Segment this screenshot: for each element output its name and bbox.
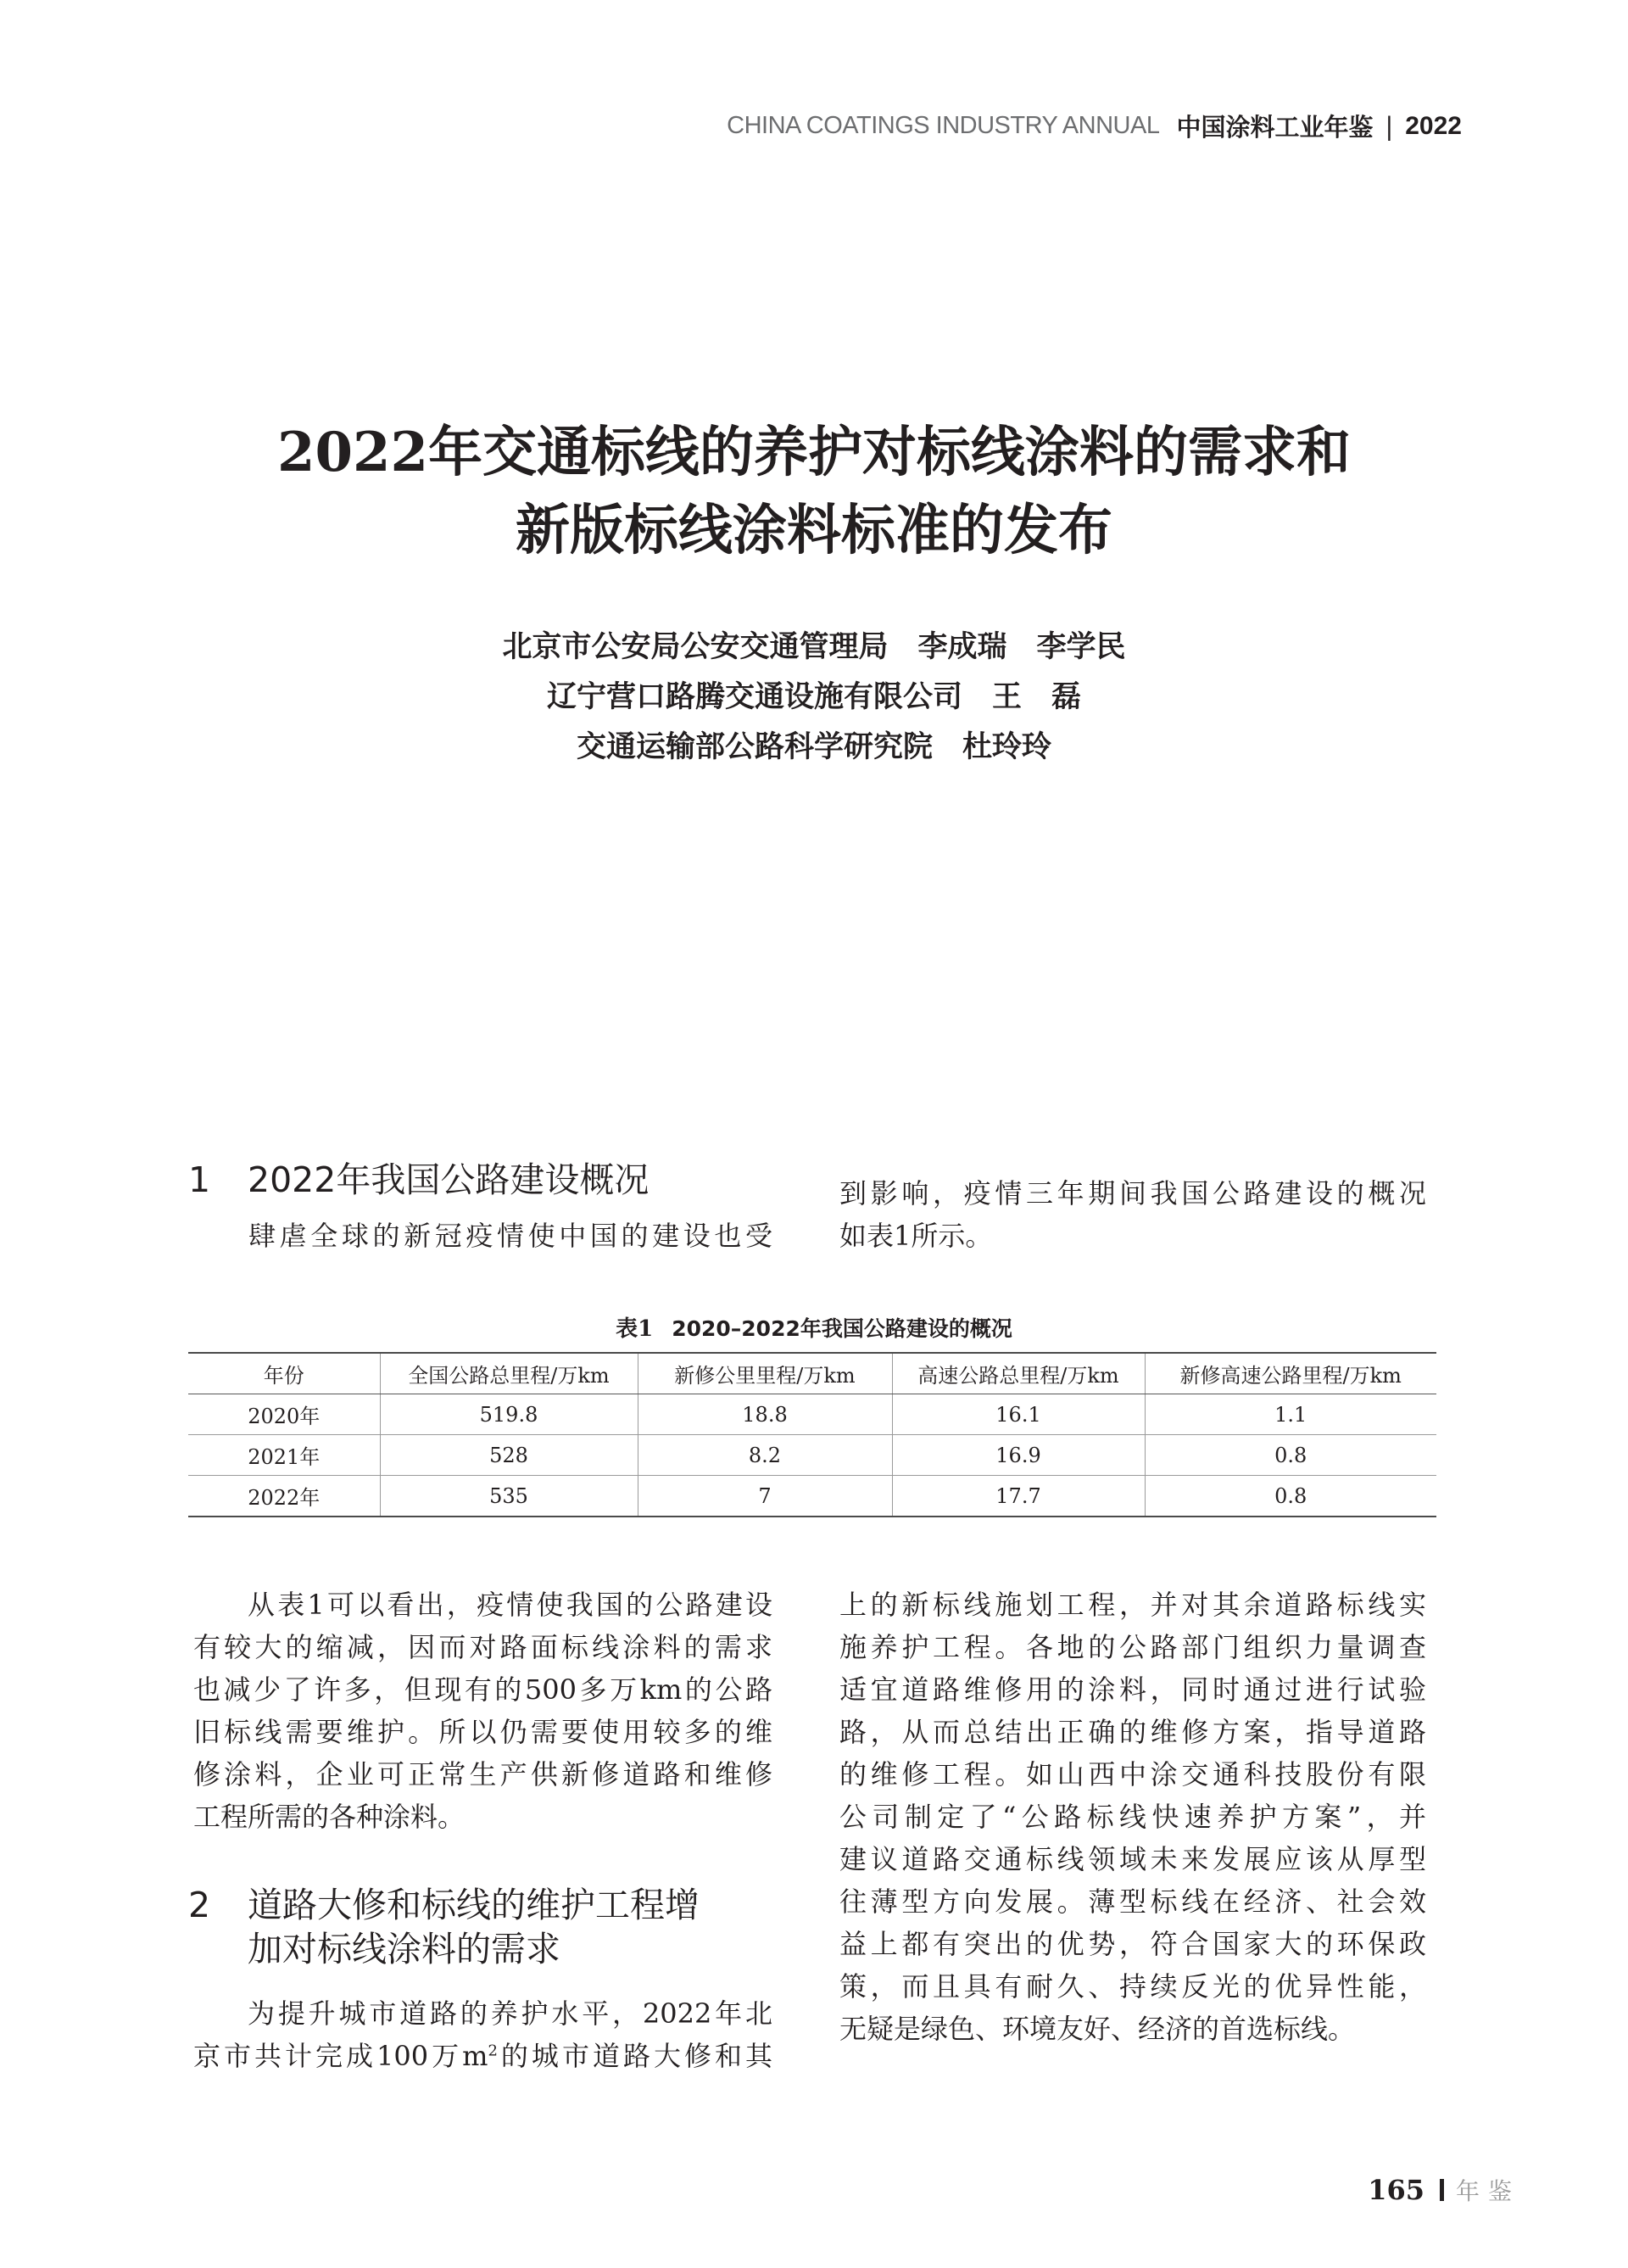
author-block: [0, 623, 1628, 773]
journal-name-english: CHINA COATINGS INDUSTRY ANNUAL: [727, 112, 1160, 139]
table-cell: 8.2: [638, 1435, 892, 1476]
text-line: 适宜道路维修用的涂料，同时通过进行试验: [839, 1673, 1426, 1706]
table-cell: 17.7: [892, 1476, 1145, 1517]
article-title: [0, 414, 1628, 570]
text-line: 上的新标线施划工程，并对其余道路标线实: [839, 1589, 1426, 1621]
text-line: 益上都有突出的优势，符合国家大的环保政: [839, 1928, 1426, 1960]
section-2-left-text: [193, 1992, 772, 2077]
text-line: 往薄型方向发展。薄型标线在经济、社会效: [839, 1885, 1426, 1918]
table-cell: 2021年: [188, 1435, 380, 1476]
text-run: 京市共计完成100万m: [193, 2040, 488, 2072]
table-row: [188, 1394, 1436, 1435]
text-line: 的维修工程。如山西中涂交通科技股份有限: [839, 1758, 1426, 1790]
folio-label: 年鉴: [1455, 2177, 1520, 2205]
section-title: 2022年我国公路建设概况: [248, 1159, 650, 1200]
column-header: 新修高速公路里程/万km: [1145, 1353, 1436, 1394]
text-line: 旧标线需要维护。所以仍需要使用较多的维: [193, 1716, 772, 1748]
highway-construction-table: [188, 1352, 1436, 1517]
text-run: 的城市道路大修和其: [497, 2040, 772, 2072]
section-1-heading: [188, 1158, 649, 1202]
table-label: 表1: [616, 1316, 654, 1342]
table-header-row: [188, 1353, 1436, 1394]
table-cell: 528: [380, 1435, 638, 1476]
page-number: 165: [1368, 2174, 1424, 2206]
running-header: [727, 109, 1462, 143]
table-cell: 7: [638, 1476, 892, 1517]
text-line: 肆虐全球的新冠疫情使中国的建设也受: [248, 1220, 772, 1252]
article-title-line-1: 2022年交通标线的养护对标线涂料的需求和: [276, 421, 1352, 484]
text-line: 工程所需的各种涂料。: [193, 1801, 466, 1833]
table-cell: 0.8: [1145, 1476, 1436, 1517]
text-line: 策，而且具有耐久、持续反光的优异性能，: [839, 1970, 1426, 2003]
text-line: 修涂料，企业可正常生产供新修道路和维修: [193, 1758, 772, 1790]
table-cell: 1.1: [1145, 1394, 1436, 1435]
folio-divider: [1440, 2179, 1444, 2201]
table-row: [188, 1435, 1436, 1476]
section-title-continued: 加对标线涂料的需求: [248, 1929, 560, 1969]
table-cell: 0.8: [1145, 1435, 1436, 1476]
author-line: 北京市公安局公安交通管理局 李成瑞 李学民: [502, 630, 1126, 664]
section-title: 道路大修和标线的维护工程增: [248, 1885, 700, 1925]
table-cell: 18.8: [638, 1394, 892, 1435]
table-cell: 519.8: [380, 1394, 638, 1435]
column-header: 高速公路总里程/万km: [892, 1353, 1145, 1394]
article-title-line-2: 新版标线涂料标准的发布: [516, 499, 1112, 562]
column-header: 全国公路总里程/万km: [380, 1353, 638, 1394]
text-line: 路，从而总结出正确的维修方案，指导道路: [839, 1716, 1426, 1748]
author-line: 辽宁营口路腾交通设施有限公司 王 磊: [546, 680, 1081, 714]
column-header: 新修公里里程/万km: [638, 1353, 892, 1394]
table-cell: 2020年: [188, 1394, 380, 1435]
section-1-left-text: [248, 1215, 772, 1257]
paragraph-maintenance: [839, 1584, 1426, 2050]
table-cell: 535: [380, 1476, 638, 1517]
section-2-heading: [188, 1883, 700, 1971]
table-row: [188, 1476, 1436, 1517]
section-number: 1: [188, 1159, 211, 1200]
text-line: 公司制定了“公路标线快速养护方案”，并: [839, 1801, 1426, 1833]
text-line: 如表1所示。: [839, 1220, 993, 1252]
column-header: 年份: [188, 1353, 380, 1394]
journal-name-chinese: 中国涂料工业年鉴: [1176, 113, 1374, 142]
superscript: 2: [488, 2042, 498, 2060]
text-line: 到影响，疫情三年期间我国公路建设的概况: [839, 1177, 1426, 1209]
table-cell: 2022年: [188, 1476, 380, 1517]
table-caption: [0, 1311, 1628, 1343]
text-line-with-superscript: [193, 2035, 772, 2077]
paragraph-table-analysis: [193, 1584, 772, 1838]
text-line: 为提升城市道路的养护水平，2022年北: [248, 1997, 772, 2030]
text-line: 施养护工程。各地的公路部门组织力量调查: [839, 1631, 1426, 1663]
text-line: 建议道路交通标线领域未来发展应该从厚型: [839, 1843, 1426, 1875]
table-cell: 16.9: [892, 1435, 1145, 1476]
table-title: 2020–2022年我国公路建设的概况: [672, 1316, 1012, 1341]
section-number: 2: [188, 1885, 211, 1925]
header-year: 2022: [1405, 111, 1462, 140]
header-separator: |: [1385, 111, 1394, 141]
text-line: 有较大的缩减，因而对路面标线涂料的需求: [193, 1631, 772, 1663]
table-cell: 16.1: [892, 1394, 1145, 1435]
page-folio: [1368, 2173, 1520, 2207]
text-line: 无疑是绿色、环境友好、经济的首选标线。: [839, 2013, 1356, 2045]
section-1-right-text: [839, 1172, 1426, 1257]
text-line: 也减少了许多，但现有的500多万km的公路: [193, 1673, 772, 1706]
author-line: 交通运输部公路科学研究院 杜玲玲: [576, 730, 1051, 764]
text-line: 从表1可以看出，疫情使我国的公路建设: [248, 1589, 772, 1621]
